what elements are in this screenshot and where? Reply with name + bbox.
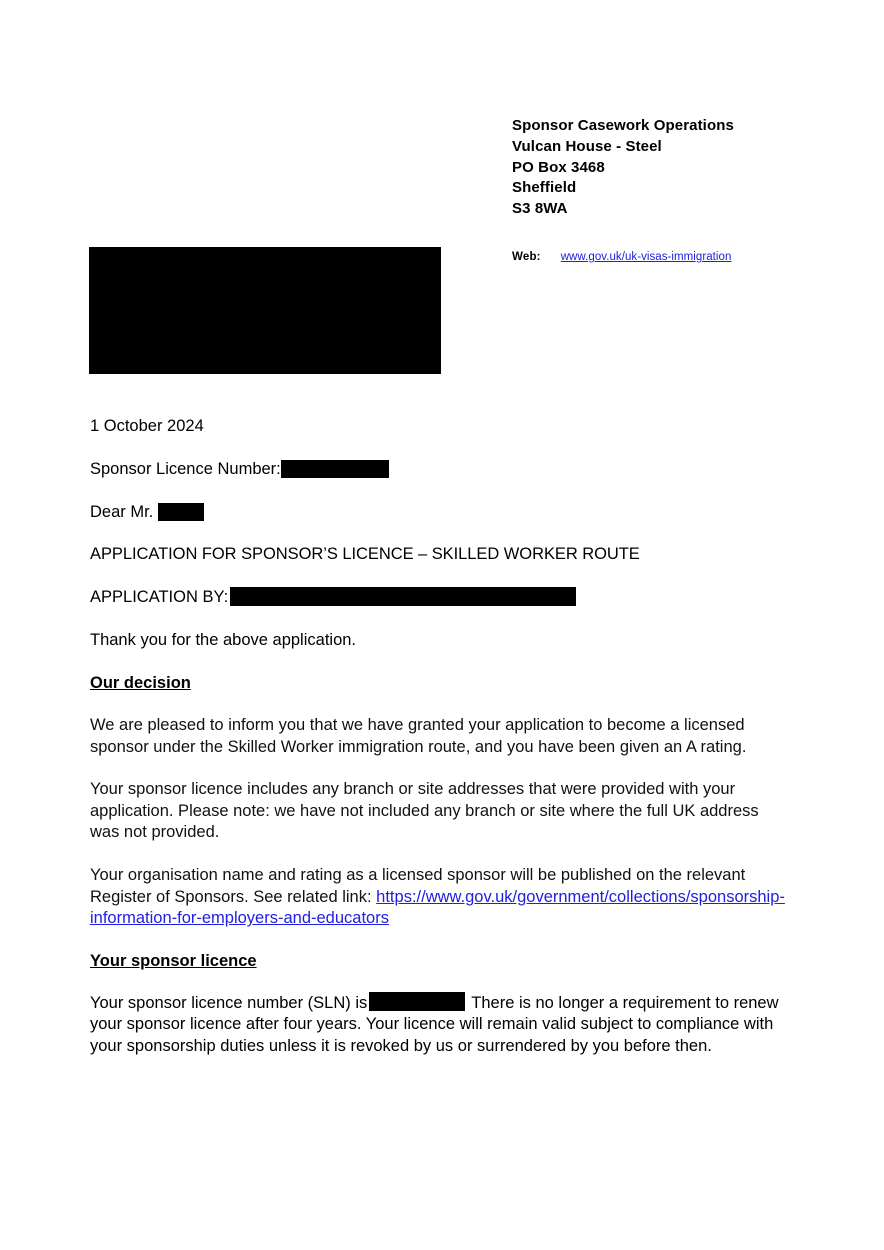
our-decision-heading: Our decision xyxy=(90,674,191,692)
sender-address-block xyxy=(512,116,852,220)
sponsor-licence-number-redaction xyxy=(281,460,389,478)
register-paragraph xyxy=(90,865,788,930)
your-sponsor-licence-heading-wrap xyxy=(90,951,790,993)
our-decision-heading-wrap xyxy=(90,673,790,715)
sender-address-line-4: Sheffield xyxy=(512,179,577,197)
application-by-line xyxy=(90,587,790,608)
sln-paragraph xyxy=(90,993,788,1058)
letter-body xyxy=(90,416,790,1058)
sln-suffix-text: There is no longer a requirement to renew your sponsor licence after four years. Your licence will remain valid subject to compliance with your sponsorship duties unless it is revoked by us or surrendered by you before then. xyxy=(90,993,779,1055)
web-contact-row xyxy=(512,251,731,263)
salutation-line xyxy=(90,502,790,523)
recipient-address-redaction xyxy=(89,247,441,374)
register-paragraph-text: Your organisation name and rating as a licensed sponsor will be published on the relevant Register of Sponsors. See related link: xyxy=(90,865,746,906)
salutation-text: Dear Mr. xyxy=(90,503,154,521)
thanks-line: Thank you for the above application. xyxy=(90,631,357,649)
application-by-redaction xyxy=(230,587,576,606)
decision-paragraph-2: Your sponsor licence includes any branch or site addresses that were provided with your application. Please note: we have not included any branch or site where the full UK address was not provided. xyxy=(90,780,759,842)
letter-date: 1 October 2024 xyxy=(90,417,204,435)
your-sponsor-licence-heading: Your sponsor licence xyxy=(90,951,257,970)
decision-paragraph-1: We are pleased to inform you that we have granted your application to become a licensed sponsor under the Skilled Worker immigration route, and you have been given an A rating. xyxy=(90,716,747,756)
salutation-name-redaction xyxy=(158,503,204,521)
web-label: Web: xyxy=(512,251,541,263)
sender-address-line-2: Vulcan House - Steel xyxy=(512,137,662,155)
sender-address-line-1: Sponsor Casework Operations xyxy=(512,117,734,134)
register-of-sponsors-link[interactable]: https://www.gov.uk/government/collections/sponsorship-information-for-employers-and-educators xyxy=(90,887,785,928)
sponsor-licence-number-label: Sponsor Licence Number: xyxy=(90,460,281,478)
sponsor-licence-number-line xyxy=(90,459,790,480)
sender-address-line-5: S3 8WA xyxy=(512,200,568,218)
sln-prefix-text: Your sponsor licence number (SLN) is xyxy=(90,993,368,1012)
web-link[interactable]: www.gov.uk/uk-visas-immigration xyxy=(560,251,732,263)
sender-address-line-3: PO Box 3468 xyxy=(512,158,605,176)
application-by-label: APPLICATION BY: xyxy=(90,588,229,606)
sln-value-redaction xyxy=(369,992,465,1011)
subject-line: APPLICATION FOR SPONSOR’S LICENCE – SKILLED WORKER ROUTE xyxy=(90,545,640,563)
